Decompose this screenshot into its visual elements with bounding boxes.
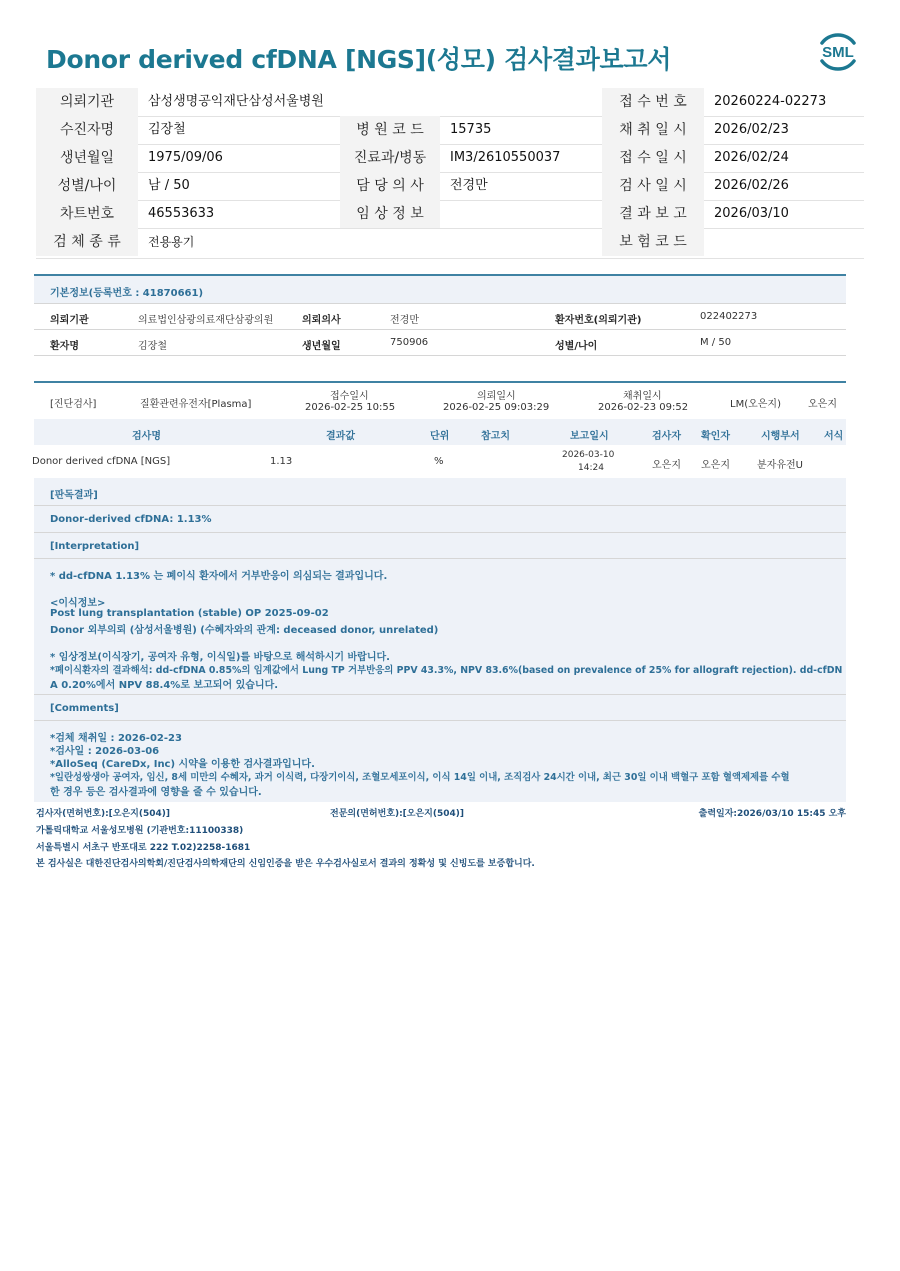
insurance-label: 보 험 코 드 xyxy=(602,228,704,256)
test-collect-label: 채취일시 xyxy=(623,391,662,402)
basic-birth-value: 750906 xyxy=(390,337,429,348)
dept-value: IM3/2610550037 xyxy=(450,150,561,165)
logo-text: SML xyxy=(822,44,854,61)
interpretation-note2b: A 0.20%에서 NPV 88.4%로 보고되어 있습니다. xyxy=(50,680,279,691)
test-collect-value: 2026-02-23 09:52 xyxy=(598,402,689,413)
interpretation-title: [Interpretation] xyxy=(50,541,140,552)
row-unit: % xyxy=(434,456,444,467)
chart-no-value: 46553633 xyxy=(148,206,215,221)
test-lm-name: 오은지 xyxy=(808,399,837,410)
doctor-label: 담 당 의 사 xyxy=(340,172,440,200)
interpretation-note2a: *폐이식환자의 결과해석: dd-cfDNA 0.85%의 임계값에서 Lung TP 거부반응의 PPV 43.3%, NPV 83.6%(based on prevalence of 25% for allograft rejection). dd-cfDN xyxy=(50,665,843,676)
footer-address: 서울특별시 서초구 반포대로 222 T.02)2258-1681 xyxy=(36,843,251,853)
judgment-text: Donor-derived cfDNA: 1.13% xyxy=(50,514,212,525)
row-report-date: 2026-03-10 xyxy=(562,450,615,460)
transplant-title: <이식정보> xyxy=(50,598,106,609)
col-tester: 검사자 xyxy=(652,431,681,442)
row-dept: 분자유전U xyxy=(757,460,803,471)
footer-specialist: 전문의(면허번호):[오은지(504)] xyxy=(330,809,465,819)
row-checker: 오은지 xyxy=(701,460,730,471)
row-report-time: 14:24 xyxy=(578,463,604,473)
birth-label: 생년월일 xyxy=(36,144,138,172)
footer-hospital: 가톨릭대학교 서울성모병원 (기관번호:11100338) xyxy=(36,826,244,836)
comments-line4a: *일란성쌍생아 공여자, 임신, 8세 미만의 수혜자, 과거 이식력, 다장기이식, 조혈모세포이식, 이식 14일 이내, 조직검사 24시간 이내, 최근 30일 이내 백혈구 포함 혈액제제를 수혈 xyxy=(50,772,790,783)
basic-patient-no-value: 022402273 xyxy=(700,311,758,322)
test-request-label: 의뢰일시 xyxy=(477,391,516,402)
collect-date-value: 2026/02/23 xyxy=(714,122,789,137)
basic-org-label: 의뢰기관 xyxy=(50,315,89,326)
transplant-line2: Donor 외부의뢰 (삼성서울병원) (수혜자와의 관계: deceased donor, unrelated) xyxy=(50,625,439,636)
col-unit: 단위 xyxy=(430,431,450,442)
sex-age-label: 성별/나이 xyxy=(36,172,138,200)
transplant-line1: Post lung transplantation (stable) OP 2025-09-02 xyxy=(50,608,329,619)
sex-age-value: 남 / 50 xyxy=(148,178,190,193)
receipt-no-value: 20260224-02273 xyxy=(714,94,827,109)
recipient-label: 수진자명 xyxy=(36,116,138,144)
row-test-name: Donor derived cfDNA [NGS] xyxy=(32,456,171,467)
header-row-5 xyxy=(36,200,864,228)
basic-sex-age-label: 성별/나이 xyxy=(555,341,598,352)
comments-line2: *검사일 : 2026-03-06 xyxy=(50,746,160,757)
clinical-label: 임 상 정 보 xyxy=(340,200,440,228)
comments-line4b: 한 경우 등은 검사결과에 영향을 줄 수 있습니다. xyxy=(50,787,262,798)
header-row-6 xyxy=(36,228,864,256)
basic-patient-value: 김장철 xyxy=(138,341,167,352)
header-row-2 xyxy=(36,116,864,144)
recipient-value: 김장철 xyxy=(148,122,186,137)
hospital-code-value: 15735 xyxy=(450,122,492,137)
col-dept: 시행부서 xyxy=(761,431,800,442)
header-row-1 xyxy=(36,88,864,116)
test-request-value: 2026-02-25 09:03:29 xyxy=(443,402,550,413)
interpretation-line1: * dd-cfDNA 1.13% 는 폐이식 환자에서 거부반응이 의심되는 결과입니다. xyxy=(50,571,388,582)
collect-date-label: 채 취 일 시 xyxy=(602,116,704,144)
test-category: [진단검사] xyxy=(50,399,97,410)
report-date-label: 결 과 보 고 xyxy=(602,200,704,228)
sml-logo-icon xyxy=(814,29,862,75)
hospital-code-label: 병 원 코 드 xyxy=(340,116,440,144)
requesting-org-value: 삼성생명공익재단삼성서울병원 xyxy=(148,94,324,109)
specimen-label: 검 체 종 류 xyxy=(36,228,138,256)
row-tester: 오은지 xyxy=(652,460,681,471)
page-title: Donor derived cfDNA [NGS](성모) 검사결과보고서 xyxy=(46,45,672,74)
test-receipt-value: 2026-02-25 10:55 xyxy=(305,402,396,413)
basic-patient-label: 환자명 xyxy=(50,341,79,352)
basic-sex-age-value: M / 50 xyxy=(700,337,732,348)
test-date-label: 검 사 일 시 xyxy=(602,172,704,200)
interpretation-note1: * 임상정보(이식장기, 공여자 유형, 이식일)를 바탕으로 해석하시기 바랍니다. xyxy=(50,652,390,663)
basic-birth-label: 생년월일 xyxy=(302,341,341,352)
receipt-date-label: 접 수 일 시 xyxy=(602,144,704,172)
receipt-date-value: 2026/02/24 xyxy=(714,150,789,165)
comments-line3: *AlloSeq (CareDx, Inc) 시약을 이용한 검사결과입니다. xyxy=(50,759,315,770)
comments-line1: *검체 채취일 : 2026-02-23 xyxy=(50,733,182,744)
footer-tester: 검사자(면허번호):[오은지(504)] xyxy=(36,809,171,819)
col-checker: 확인자 xyxy=(701,431,730,442)
report-date-value: 2026/03/10 xyxy=(714,206,789,221)
header-row-4 xyxy=(36,172,864,200)
birth-value: 1975/09/06 xyxy=(148,150,223,165)
basic-info-title: 기본정보(등록번호 : 41870661) xyxy=(50,288,204,299)
col-reference: 참고치 xyxy=(481,431,510,442)
receipt-no-label: 접 수 번 호 xyxy=(602,88,704,116)
col-test-name: 검사명 xyxy=(132,431,161,442)
insurance-value xyxy=(704,228,864,256)
comments-title: [Comments] xyxy=(50,703,119,714)
basic-doctor-label: 의뢰의사 xyxy=(302,315,341,326)
requesting-org-label: 의뢰기관 xyxy=(36,88,138,116)
footer-certification: 본 검사실은 대한진단검사의학회/진단검사의학재단의 신임인증을 받은 우수검사실로서 결과의 정확성 및 신빙도를 보증합니다. xyxy=(36,859,535,869)
basic-org-value: 의료법인삼광의료재단삼광의원 xyxy=(138,315,274,326)
test-date-value: 2026/02/26 xyxy=(714,178,789,193)
col-result: 결과값 xyxy=(326,431,355,442)
test-lm: LM(오은지) xyxy=(730,399,781,410)
test-receipt-label: 접수일시 xyxy=(330,391,369,402)
chart-no-label: 차트번호 xyxy=(36,200,138,228)
basic-patient-no-label: 환자번호(의뢰기관) xyxy=(555,315,642,326)
doctor-value: 전경만 xyxy=(450,178,488,193)
judgment-title: [판독결과] xyxy=(50,490,98,501)
col-report-date: 보고일시 xyxy=(570,431,609,442)
col-form: 서식 xyxy=(824,431,844,442)
test-specimen: 질환관련유전자[Plasma] xyxy=(140,399,252,410)
dept-label: 진료과/병동 xyxy=(340,144,440,172)
basic-doctor-value: 전경만 xyxy=(390,315,419,326)
clinical-value xyxy=(440,200,602,228)
specimen-value: 전용용기 xyxy=(148,235,195,249)
row-result: 1.13 xyxy=(270,456,293,467)
footer-print-date: 출력일자:2026/03/10 15:45 오후 xyxy=(698,809,846,819)
header-row-3 xyxy=(36,144,864,172)
